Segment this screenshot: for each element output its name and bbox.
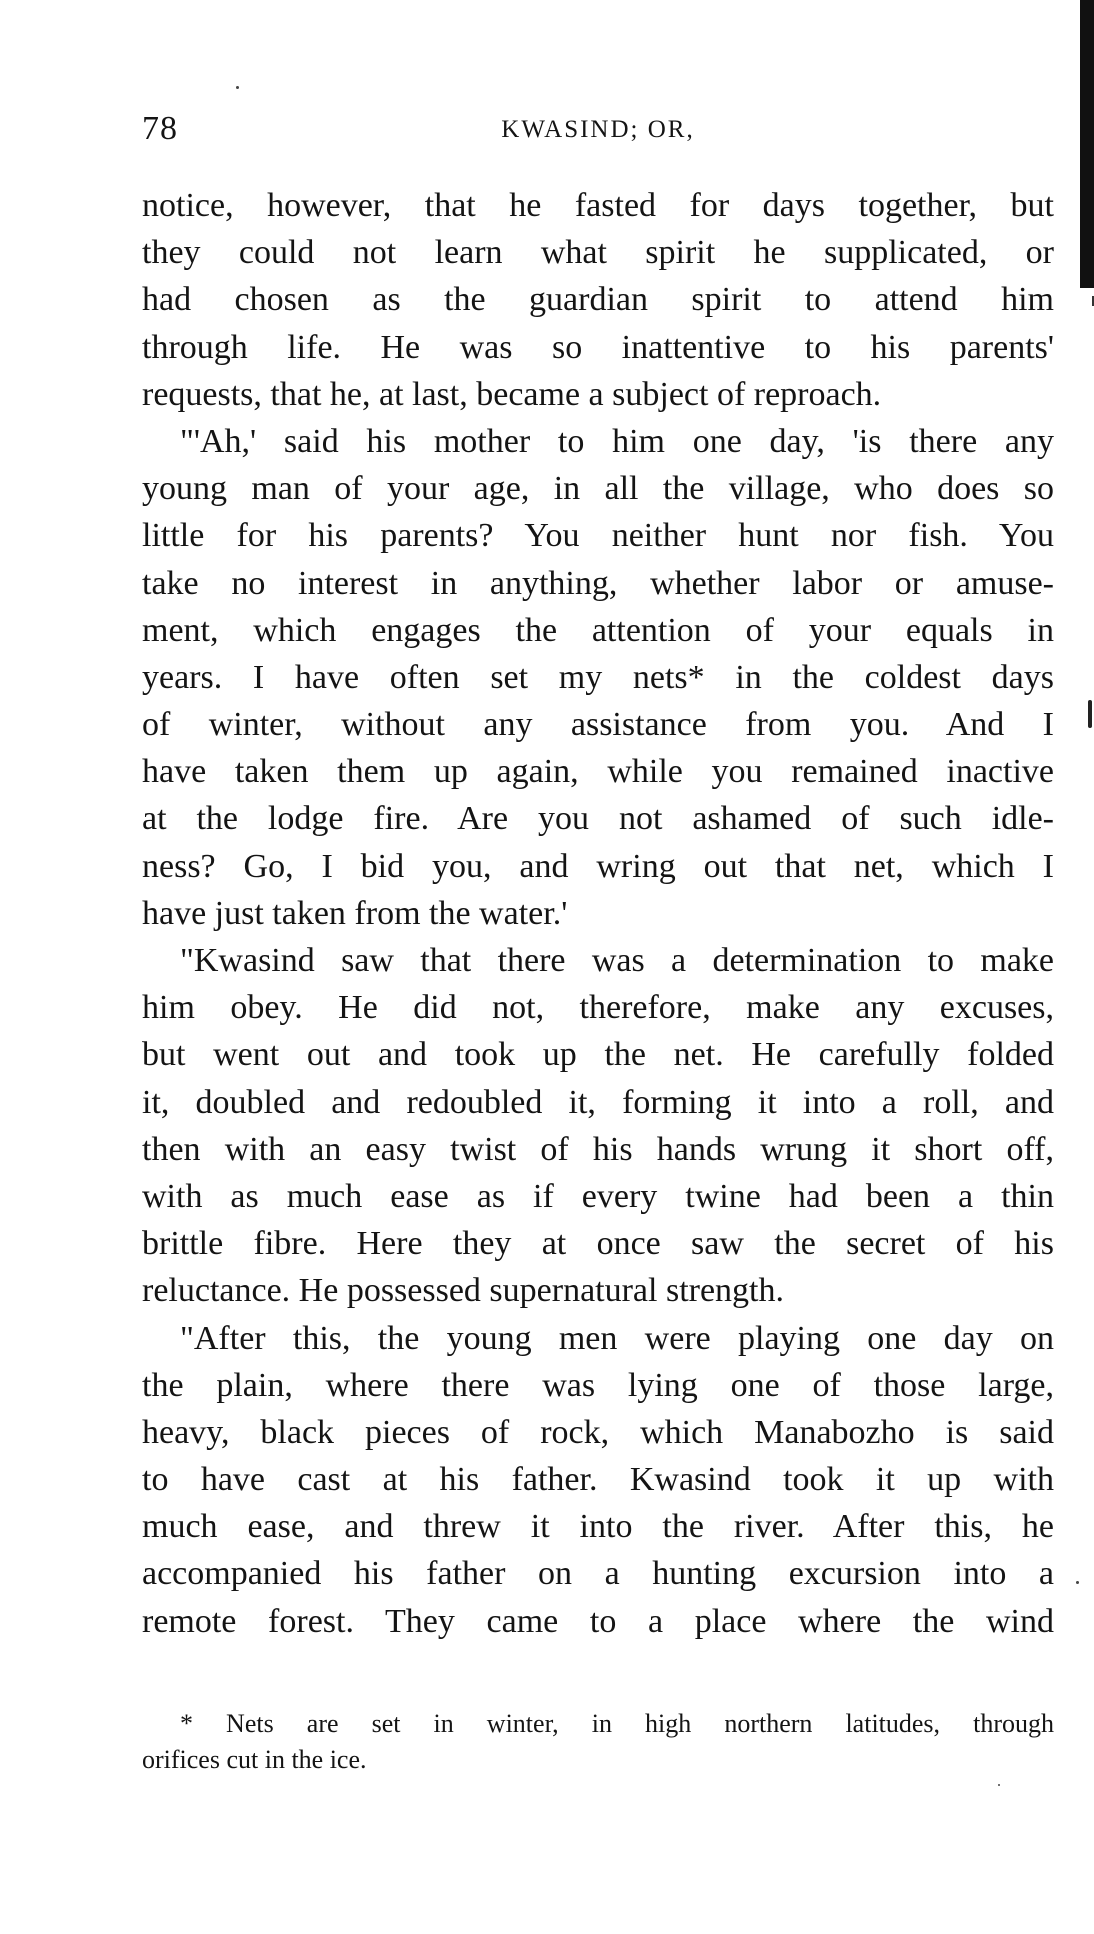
text-line: they could not learn what spirit he supplicated, or: [142, 234, 1054, 272]
text-line: of winter, without any assistance from you. And I: [142, 706, 1054, 744]
text-line: it, doubled and redoubled it, forming it into a roll, and: [142, 1083, 1054, 1121]
footnote: [142, 1706, 1054, 1778]
text-line: young man of your age, in all the village, who does so: [142, 470, 1054, 508]
footnote-line: orifices cut in the ice.: [142, 1745, 367, 1774]
text-line: years. I have often set my nets* in the coldest days: [142, 658, 1054, 696]
text-line: notice, however, that he fasted for days together, but: [142, 187, 1054, 224]
text-line: little for his parents? You neither hunt nor fish. You: [142, 517, 1054, 555]
scan-margin-mark: [1088, 700, 1092, 728]
text-line: through life. He was so inattentive to his parents': [142, 328, 1054, 366]
text-line: ment, which engages the attention of your equals in: [142, 611, 1054, 649]
text-line: requests, that he, at last, became a subject of reproach.: [142, 375, 882, 413]
text-line: the plain, where there was lying one of those large,: [142, 1366, 1054, 1404]
text-line: "'Ah,' said his mother to him one day, 'is there any: [180, 422, 1054, 460]
text-line: have just taken from the water.': [142, 894, 568, 932]
text-line: accompanied his father on a hunting excursion into a: [142, 1555, 1054, 1593]
text-line: remote forest. They came to a place where the wind: [142, 1602, 1054, 1640]
scan-speck: [236, 86, 239, 89]
scan-speck: [998, 1784, 1000, 1786]
text-line: to have cast at his father. Kwasind took it up with: [142, 1461, 1054, 1499]
body-text: [142, 182, 1054, 1645]
text-line: at the lodge fire. Are you not ashamed of such idle-: [142, 800, 1054, 838]
text-line: him obey. He did not, therefore, make any excuses,: [142, 989, 1054, 1027]
text-line: ness? Go, I bid you, and wring out that net, which I: [142, 847, 1054, 885]
text-line: "After this, the young men were playing one day on: [180, 1319, 1054, 1357]
text-line: brittle fibre. Here they at once saw the secret of his: [142, 1225, 1054, 1263]
running-head: KWASIND; OR,: [501, 116, 695, 143]
text-line: reluctance. He possessed supernatural strength.: [142, 1272, 784, 1310]
page-number: 78: [142, 110, 178, 147]
scan-margin-bar: [1080, 0, 1094, 288]
text-line: then with an easy twist of his hands wrung it short off,: [142, 1130, 1054, 1168]
text-line: but went out and took up the net. He carefully folded: [142, 1036, 1054, 1074]
text-line: much ease, and threw it into the river. After this, he: [142, 1508, 1054, 1546]
text-line: with as much ease as if every twine had been a thin: [142, 1177, 1054, 1215]
page-header: [142, 110, 1054, 150]
text-line: heavy, black pieces of rock, which Manabozho is said: [142, 1413, 1054, 1451]
text-line: "Kwasind saw that there was a determination to make: [180, 942, 1054, 979]
scan-speck: [1076, 1581, 1079, 1584]
text-line: had chosen as the guardian spirit to attend him: [142, 281, 1054, 319]
text-line: have taken them up again, while you remained inactive: [142, 753, 1054, 791]
footnote-line: * Nets are set in winter, in high northern latitudes, through: [180, 1709, 1054, 1738]
text-line: take no interest in anything, whether labor or amuse-: [142, 564, 1054, 602]
